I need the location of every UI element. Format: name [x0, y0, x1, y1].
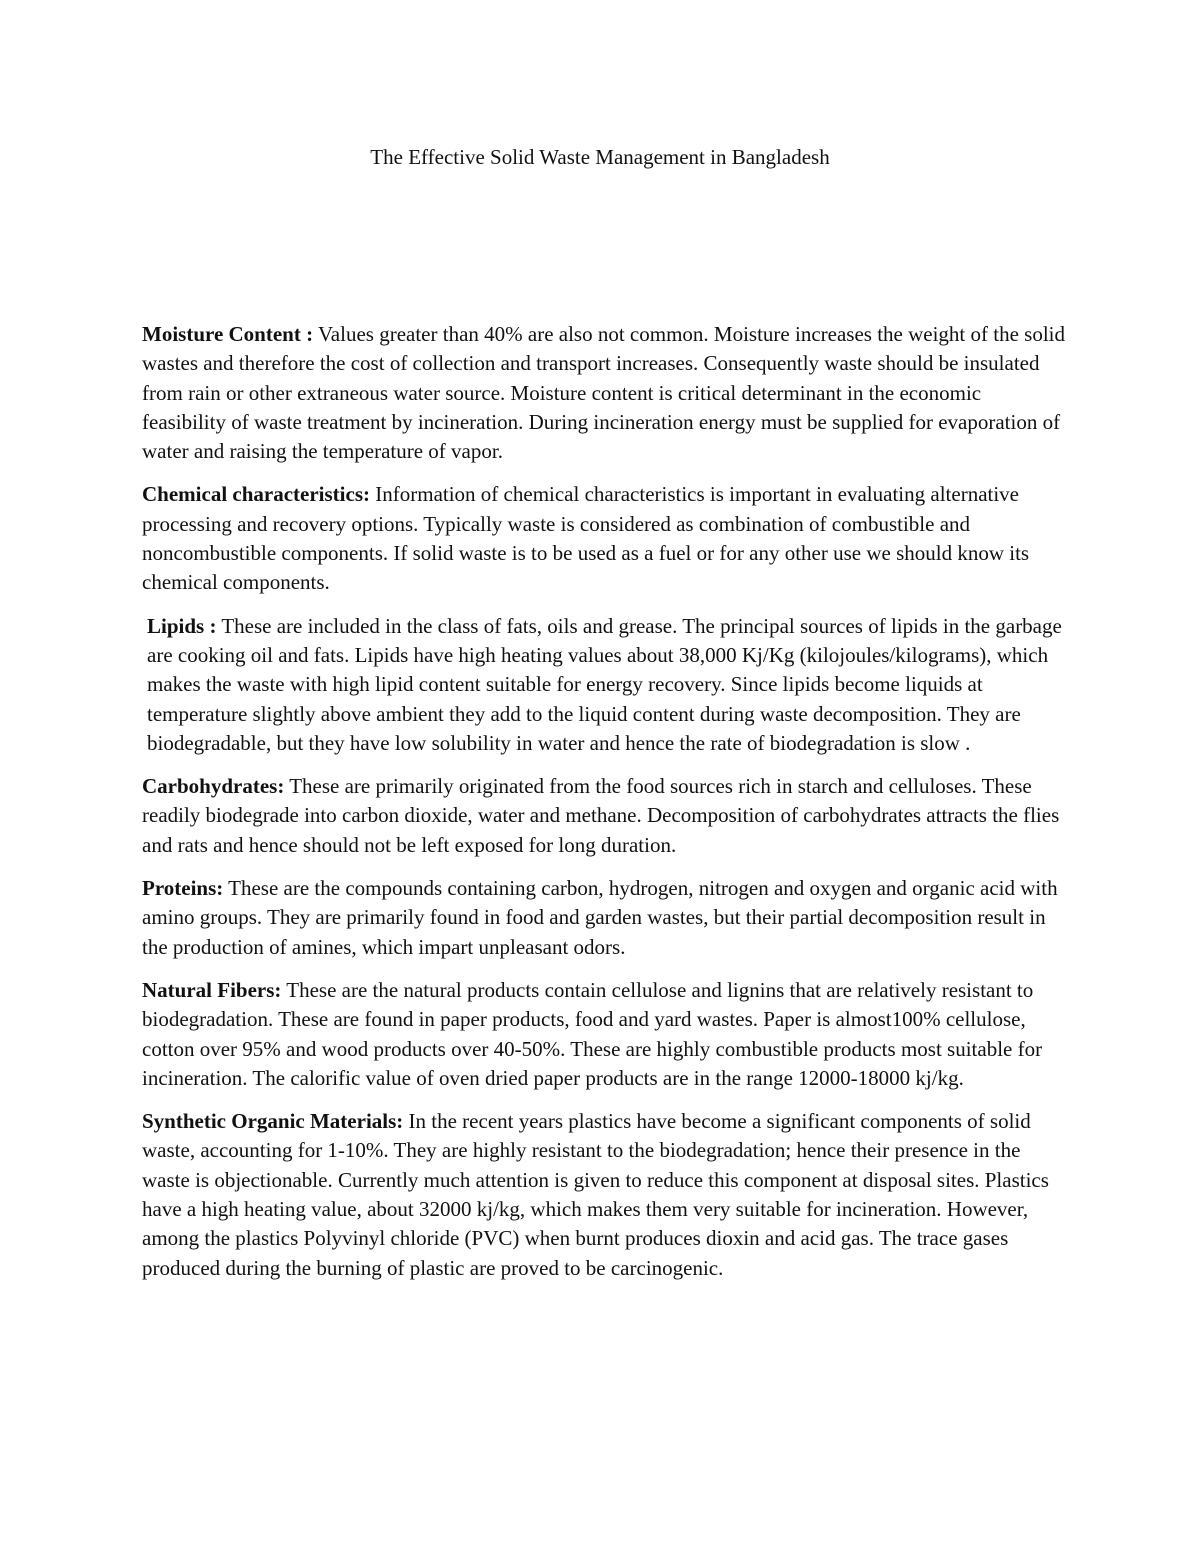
- paragraph-term: Carbohydrates:: [142, 774, 285, 799]
- paragraph-text: Information of chemical characteristics is important in evaluating alternative processing and recovery options. Typically waste is considered as combination of combustible and noncombustible components. If solid waste is to be used as a fuel or for any other use we should know its chemical components.: [142, 482, 1030, 595]
- paragraph-text: These are the natural products contain cellulose and lignins that are relatively resistant to biodegradation. These are found in paper products, food and yard wastes. Paper is almost100% cellulose, cotton over 95% and wood products over 40-50%. These are highly combustible products most suitable for incineration. The calorific value of oven dried paper products are in the range 12000-18000 kj/kg.: [142, 977, 1043, 1090]
- paragraph-lipids: [142, 612, 1067, 758]
- paragraph-term: Chemical characteristics:: [142, 482, 370, 507]
- paragraph-term: Natural Fibers:: [142, 977, 282, 1002]
- paragraph-term: Synthetic Organic Materials:: [142, 1109, 404, 1134]
- paragraph-text: These are included in the class of fats, oils and grease. The principal sources of lipids in the garbage are cooking oil and fats. Lipids have high heating values about 38,000 Kj/Kg (kilojoules/kilograms), which makes the waste with high lipid content suitable for energy recovery. Since lipids become liquids at temperature slightly above ambient they add to the liquid content during waste decomposition. They are biodegradable, but they have low solubility in water and hence the rate of biodegradation is slow .: [147, 613, 1062, 755]
- paragraph-term: Moisture Content :: [142, 322, 314, 346]
- paragraph-moisture-content: [142, 320, 1067, 466]
- paragraph-text: In the recent years plastics have become a significant components of solid waste, accounting for 1-10%. They are highly resistant to the biodegradation; hence their presence in the waste is objectionable. Currently much attention is given to reduce this component at disposal sites. Plastics have a high heating value, about 32000 kj/kg, which makes them very suitable for incineration. However, among the plastics Polyvinyl chloride (PVC) when burnt produces dioxin and acid gas. The trace gases produced during the burning of plastic are proved to be carcinogenic.: [142, 1109, 1049, 1280]
- paragraph-text: These are primarily originated from the food sources rich in starch and celluloses. These readily biodegrade into carbon dioxide, water and methane. Decomposition of carbohydrates attracts the flies and rats and hence should not be left exposed for long duration.: [142, 774, 1060, 857]
- paragraph-term: Lipids :: [147, 613, 217, 638]
- paragraph-text: These are the compounds containing carbon, hydrogen, nitrogen and oxygen and organic acid with amino groups. They are primarily found in food and garden wastes, but their partial decomposition result in the production of amines, which impart unpleasant odors.: [142, 876, 1058, 959]
- paragraph-natural-fibers: [142, 976, 1067, 1093]
- document-title: The Effective Solid Waste Management in Bangladesh: [370, 145, 830, 169]
- paragraph-term: Proteins:: [142, 876, 224, 901]
- paragraph-text: Values greater than 40% are also not common. Moisture increases the weight of the solid wastes and therefore the cost of collection and transport increases. Consequently waste should be insulated from rain or other extraneous water source. Moisture content is critical determinant in the economic feasibility of waste treatment by incineration. During incineration energy must be supplied for evaporation of water and raising the temperature of vapor.: [142, 322, 1066, 464]
- document-body: [142, 320, 1067, 1297]
- paragraph-synthetic-organic-materials: [142, 1107, 1067, 1283]
- paragraph-carbohydrates: [142, 772, 1067, 860]
- paragraph-chemical-characteristics: [142, 480, 1067, 597]
- paragraph-proteins: [142, 874, 1067, 962]
